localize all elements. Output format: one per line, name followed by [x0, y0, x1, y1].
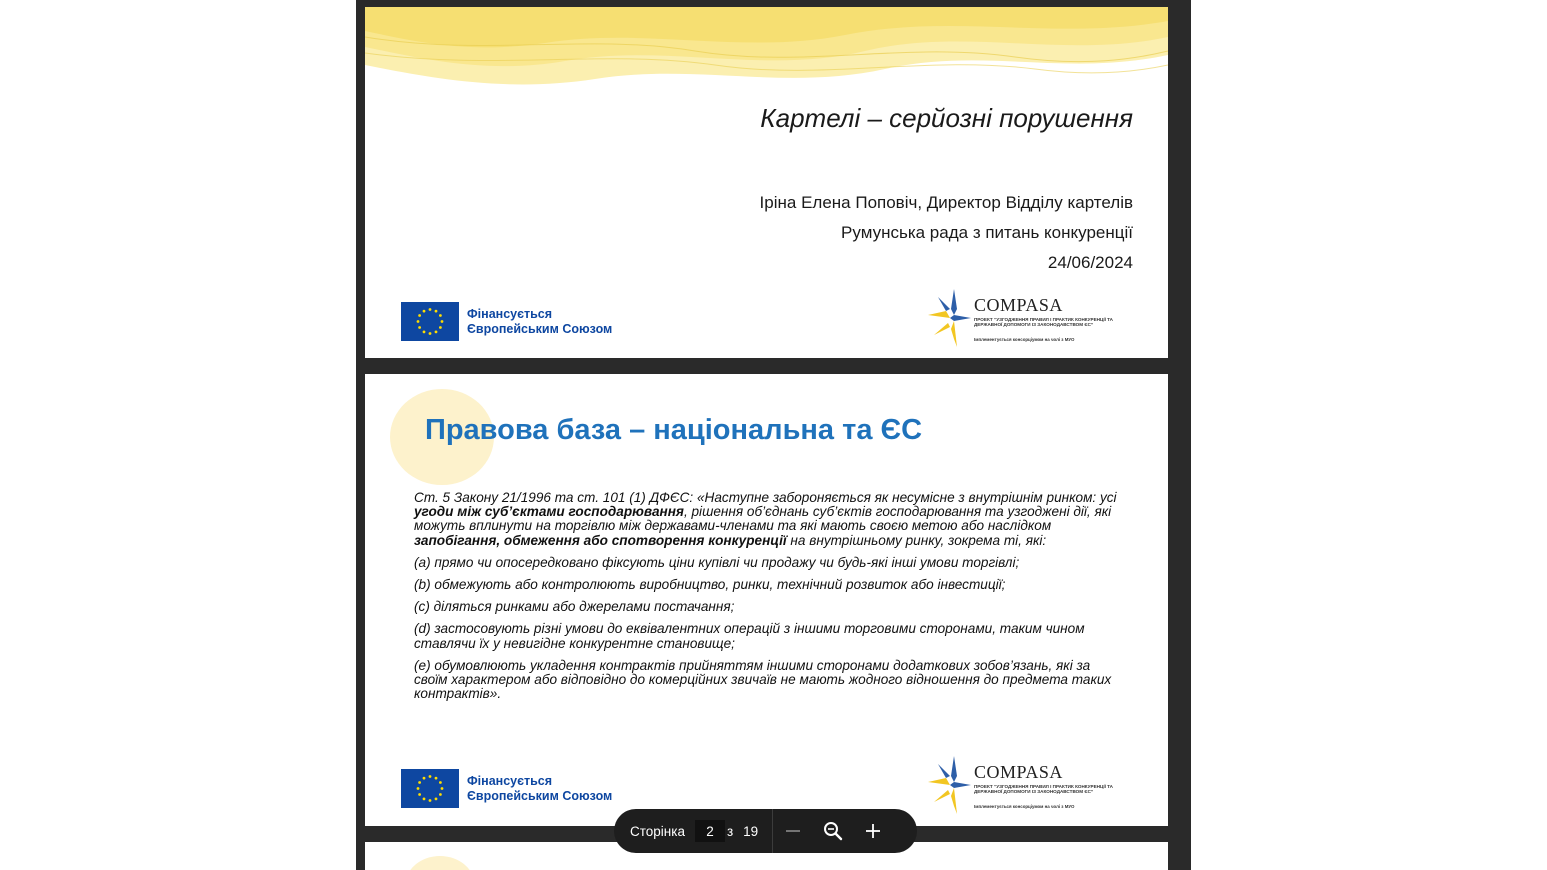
eu-logo-line2: Європейським Союзом — [467, 321, 613, 336]
eu-flag-icon — [401, 302, 459, 341]
pdf-page-1 — [365, 7, 1168, 358]
zoom-in-button[interactable] — [853, 809, 893, 853]
presenter-name: Іріна Елена Поповіч, Директор Відділу картелів — [759, 193, 1133, 212]
list-item-d: (d) застосовують різні умови до еквівалентних операцій з іншими торговими сторонами, таким чином ставлячи їх у невигідне конкурентне становище; — [414, 621, 1085, 651]
pdf-viewer[interactable] — [356, 0, 1191, 870]
intro-text-3: на внутрішньому ринку, зокрема ті, які: — [786, 532, 1047, 548]
pdf-page-2 — [365, 374, 1168, 826]
slide-body-text — [414, 491, 1126, 709]
intro-bold-1: угоди між суб’єктами господарювання — [414, 504, 684, 520]
slide-title: Правова база – національна та ЄС — [425, 414, 923, 446]
compasa-logo — [924, 287, 1136, 351]
presentation-date: 24/06/2024 — [1047, 253, 1133, 272]
eu-flag-icon — [401, 769, 459, 808]
compass-star-icon — [924, 287, 974, 351]
slide-title: Картелі – серйозні порушення — [760, 103, 1133, 133]
compasa-subtitle: ПРОЕКТ “УЗГОДЖЕННЯ ПРАВИЛ І ПРАКТИК КОНКУРЕНЦІЇ ТА ДЕРЖАВНОЇ ДОПОМОГИ ІЗ ЗАКОНОДАВСТВОМ ЄС” — [974, 784, 1113, 795]
plus-icon — [865, 823, 881, 839]
page-number-input[interactable] — [695, 820, 725, 842]
minus-icon — [785, 823, 801, 839]
page-navigation-toolbar — [614, 809, 917, 853]
zoom-out-button[interactable] — [773, 809, 813, 853]
list-item-b: (b) обмежують або контролюють виробництво, ринки, технічний розвиток або інвестиції; — [414, 577, 1006, 593]
magnifier-icon — [823, 821, 843, 841]
eu-logo-line2: Європейським Союзом — [467, 788, 613, 803]
list-item-a: (а) прямо чи опосередковано фіксують ціни купівлі чи продажу чи будь-які інші умови торгівлі; — [414, 554, 1020, 570]
compasa-implemented: Імплементується консорціумом на чолі з МУО — [974, 804, 1075, 809]
total-pages: 19 — [743, 823, 759, 839]
intro-paragraph — [414, 491, 1126, 548]
page-label: Сторінка — [630, 823, 685, 839]
intro-text-2: , рішення об’єднань суб’єктів господарювання та узгоджені дії, які можуть вплинути на торгівлю між державами-членами та які мають своєю метою або наслідком — [414, 504, 1112, 534]
zoom-fit-button[interactable] — [813, 809, 853, 853]
eu-funding-logo — [401, 302, 612, 341]
decorative-circle — [405, 856, 475, 870]
compass-star-icon — [924, 754, 974, 818]
compasa-logo — [924, 754, 1136, 818]
compasa-name: COMPASA — [974, 762, 1063, 782]
list-item-c: (c) діляться ринками або джерелами постачання; — [414, 599, 735, 615]
list-item-e: (e) обумовлюють укладення контрактів прийняттям іншими сторонами додаткових зобов’язань, які за своїм характером або відповідно до комерційних звичаїв не мають жодного відношення до предмета таких контрактів». — [414, 657, 1112, 702]
eu-logo-line1: Фінансується — [467, 306, 553, 321]
organization-name: Румунська рада з питань конкуренції — [841, 223, 1133, 242]
intro-bold-2: запобігання, обмеження або спотворення конкуренції — [414, 532, 787, 548]
eu-logo-line1: Фінансується — [467, 773, 553, 788]
of-label: з — [726, 823, 734, 839]
compasa-implemented: Імплементується консорціумом на чолі з МУО — [974, 337, 1075, 342]
yellow-wave-decoration — [365, 7, 1168, 107]
compasa-subtitle: ПРОЕКТ “УЗГОДЖЕННЯ ПРАВИЛ І ПРАКТИК КОНКУРЕНЦІЇ ТА ДЕРЖАВНОЇ ДОПОМОГИ ІЗ ЗАКОНОДАВСТВОМ ЄС” — [974, 317, 1113, 328]
eu-funding-logo — [401, 769, 612, 808]
compasa-name: COMPASA — [974, 295, 1063, 315]
intro-text-1: Ст. 5 Закону 21/1996 та ст. 101 (1) ДФЄС: «Наступне забороняється як несумісне з внутрішнім ринком: усі — [414, 490, 1117, 505]
